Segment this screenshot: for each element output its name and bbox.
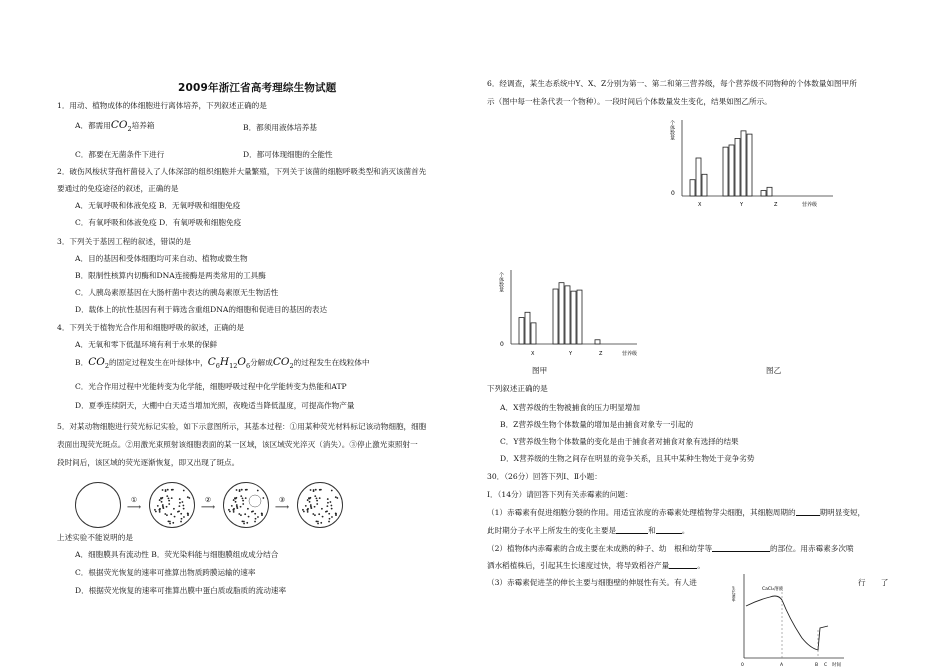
x-axis-label: 营养级 (622, 351, 638, 356)
fluorescent-dot (233, 499, 235, 501)
bar-x-3 (531, 323, 536, 344)
co2-symbol: CO (272, 356, 290, 368)
fluorescent-dot (331, 490, 333, 492)
fluorescent-dot (162, 504, 164, 506)
fluorescent-dot (246, 522, 248, 524)
bar-x-3 (702, 174, 707, 196)
answer-blank[interactable] (616, 525, 648, 534)
origin-label: 0 (671, 190, 675, 197)
co2-symbol: CO (110, 119, 128, 131)
q6-option-b: B．Z营养级生物个体数量的增加是由捕食对象专一引起的 (500, 420, 694, 429)
fluorescent-dot (331, 516, 333, 518)
carbon-symbol: C (207, 356, 216, 368)
fluorescent-dot (238, 513, 240, 515)
fluorescent-dot (330, 505, 332, 507)
q30-sub2b (487, 560, 705, 571)
z-category-label: Z (599, 351, 603, 356)
fluorescent-dot (173, 508, 175, 510)
cell-unlabeled (75, 482, 121, 528)
q30-stem: 30．（26分）回答下列Ⅰ、Ⅱ小题： (487, 472, 602, 481)
y-axis-label: 个体数量 (669, 120, 675, 140)
step-3-label: ③ (278, 496, 286, 504)
fluorescent-dot (241, 489, 243, 491)
fluorescent-dot (242, 497, 244, 499)
fluorescent-dot (162, 489, 164, 491)
growth-curve (746, 596, 828, 650)
graph-yi-caption: 图乙 (766, 366, 782, 375)
fluorescent-dot (310, 489, 312, 491)
hydrogen-subscript: 12 (229, 362, 238, 371)
fluorescent-dot (231, 505, 233, 507)
q5-stem-2: 表面出现荧光斑点。②用激光束照射该细胞表面的某一区域，该区域荧光淬灭（消失）。③停止激光束照射一 (57, 440, 418, 449)
answer-blank[interactable] (656, 525, 682, 534)
fluorescent-dot (257, 490, 259, 492)
growth-tick-0: 0 (741, 663, 744, 668)
fluorescent-dot (174, 516, 176, 518)
q5-option-d: D．根据荧光恢复的速率可推算出膜中蛋白质或脂质的流动速率 (75, 586, 287, 595)
co2-formula (88, 356, 109, 371)
bar-z-1 (595, 340, 600, 344)
bar-y-2 (729, 145, 734, 196)
fluorescent-dot (157, 505, 159, 507)
fluorescent-dot (242, 503, 244, 505)
q30-sub3-post: 行 了 (858, 578, 889, 587)
q3-option-a: A．目的基因和受体细胞均可来自动、植物或微生物 (75, 254, 248, 263)
fluorescent-dot (177, 511, 179, 513)
fluorescent-dot (261, 514, 263, 516)
fluorescent-dot (172, 522, 174, 524)
fluorescent-dot (314, 506, 316, 508)
fluorescent-dot (165, 489, 167, 491)
q5-stem-1: 5．对某动物细胞进行荧光标记实验，如下示意图所示，其基本过程：①用某种荧光材料标记该动物细胞，细胞 (57, 422, 427, 431)
fluorescent-dot (303, 511, 305, 513)
fluorescent-dot (187, 514, 189, 516)
fluorescent-dot (182, 505, 184, 507)
bar-y-4 (741, 131, 746, 196)
fluorescent-dot (235, 501, 237, 503)
q1-option-d: D．都可体现细胞的全能性 (243, 150, 333, 159)
q3-option-d: D．载体上的抗性基因有利于筛选含重组DNA的细胞和促进目的基因的表达 (75, 305, 328, 314)
fluorescent-dot (183, 516, 185, 518)
q6-question: 下列叙述正确的是 (487, 384, 548, 393)
bar-y-3 (735, 138, 740, 196)
fluorescent-dot (166, 495, 168, 497)
fluorescent-dot (164, 513, 166, 515)
fluorescent-dot (236, 489, 238, 491)
fluorescent-dot (254, 513, 256, 515)
fluorescent-dot (240, 506, 242, 508)
growth-tick-a: A (780, 663, 784, 668)
x-axis-label: 营养级 (802, 202, 818, 208)
fluorescent-dot (160, 497, 162, 499)
q6-option-c: C．Y营养级生物个体数量的变化是由于捕食者对捕食对象有选择的结果 (500, 437, 739, 446)
q3-option-b: B．限制性核算内切酶和DNA连接酶是两类常用的工具酶 (75, 271, 266, 280)
growth-y-label: 生长速率 (732, 586, 737, 602)
fluorescent-dot (317, 523, 319, 525)
fluorescent-dot (315, 489, 317, 491)
answer-blank[interactable] (669, 560, 697, 569)
co2-formula (110, 119, 132, 134)
q6-option-d: D．X营养级的生物之间存在明显的竞争关系，且其中某种生物处于竞争劣势 (500, 454, 755, 463)
q5-question: 上述实验不能说明的是 (57, 533, 133, 542)
q4-option-b-mid2: 分解成 (250, 358, 273, 367)
q1-option-a (75, 120, 154, 134)
fluorescent-dot (242, 500, 244, 502)
bar-y-5 (747, 134, 752, 196)
fluorescent-dot (247, 508, 249, 510)
cell-bleached (223, 482, 269, 528)
fluorescent-dot (314, 514, 316, 516)
growth-tick-c: C (824, 663, 828, 668)
fluorescent-dot (312, 513, 314, 515)
fluorescent-dot (159, 499, 161, 501)
arrow-right-icon: ⟶ (274, 502, 290, 513)
q3-stem: 3．下列关于基因工程的叙述，错误的是 (57, 237, 191, 246)
fluorescent-dot (233, 508, 235, 510)
fluorescent-dot (233, 511, 235, 513)
q30-sub1b-mid: 和 (648, 526, 656, 535)
bar-y-1 (553, 289, 558, 344)
fluorescent-dot (335, 514, 337, 516)
fluorescent-dot (257, 516, 259, 518)
q30-sub2-pre: （2）植物体内赤霉素的合成主要在未成熟的种子、幼 根和幼芽等 (487, 544, 713, 553)
fluorescent-dots-recovered (298, 483, 342, 527)
fluorescent-dot (166, 514, 168, 516)
fluorescent-dot (228, 509, 230, 511)
z-category-label: Z (774, 202, 778, 208)
fluorescent-dot (317, 521, 319, 523)
cell-labeled (149, 482, 195, 528)
y-category-label: Y (740, 202, 744, 208)
fluorescent-dot (321, 508, 323, 510)
step-2-label: ② (204, 496, 212, 504)
fluorescent-dot (239, 489, 241, 491)
fluorescent-dot (159, 511, 161, 513)
y-axis-label: 个体数量 (498, 272, 504, 292)
bar-y-5 (577, 290, 582, 344)
q2-stem-2: 要通过的免疫途径的叙述，正确的是 (57, 184, 179, 193)
fluorescence-diagram (75, 482, 355, 530)
fluorescent-dot (313, 489, 315, 491)
q1-stem: 1．用动、植物成体的体细胞进行离体培养，下列叙述正确的是 (57, 101, 267, 110)
q1-option-a-post: 培养箱 (131, 121, 155, 130)
bar-chart-top (668, 112, 843, 212)
fluorescent-dot (316, 497, 318, 499)
growth-rate-figure (732, 570, 852, 670)
q2-options-ab: A．无氧呼吸和体液免疫 B．无氧呼吸和细胞免疫 (75, 201, 241, 210)
y-category-label: Y (569, 351, 573, 356)
bar-y-1 (723, 147, 728, 196)
fluorescent-dot (307, 511, 309, 513)
fluorescent-dot (171, 489, 173, 491)
page-title: 2009年浙江省高考理综生物试题 (178, 82, 337, 94)
fluorescent-dot (309, 501, 311, 503)
fluorescent-dot (329, 518, 331, 520)
bar-y-3 (565, 286, 570, 344)
fluorescent-dot (161, 501, 163, 503)
x-category-label: X (531, 351, 535, 356)
growth-tick-b: B (815, 663, 819, 668)
bar-x-2 (696, 158, 701, 196)
step-1-label: ① (130, 496, 138, 504)
fluorescent-dot (254, 521, 256, 523)
answer-blank[interactable] (712, 543, 770, 552)
q30-sub3: （3）赤霉素促进茎的伸长主要与细胞壁的伸展性有关。有人进 (487, 578, 697, 587)
co2-symbol: CO (88, 356, 105, 368)
fluorescent-dot (262, 497, 264, 499)
fluorescent-dot (331, 508, 333, 510)
bar-x-1 (690, 180, 695, 196)
fluorescent-dot (167, 489, 169, 491)
fluorescent-dot (187, 496, 189, 498)
fluorescent-dot (336, 497, 338, 499)
fluorescent-dot (166, 506, 168, 508)
q4-option-c: C．光合作用过程中光能转变为化学能，细胞呼吸过程中化学能转变为热能和ATP (75, 382, 347, 391)
q4-option-b (75, 357, 370, 371)
q30-sub1 (487, 507, 865, 518)
fluorescent-dot (248, 516, 250, 518)
graph-jia-caption: 图甲 (532, 366, 548, 375)
q2-stem-1: 2．破伤风梭状芽孢杆菌侵入了人体深部的组织细胞并大量繁殖，下列关于该菌的细胞呼吸类型和消灭该菌首先 (57, 167, 427, 176)
q5-options-ab: A．细胞膜具有流动性 B．荧光染料能与细胞膜组成成分结合 (75, 550, 279, 559)
q2-options-cd: C．有氧呼吸和体液免疫 D．有氧呼吸和细胞免疫 (75, 218, 242, 227)
fluorescent-dot (325, 511, 327, 513)
x-category-label: X (698, 202, 702, 208)
fluorescent-dot (162, 506, 164, 508)
fluorescent-dot (229, 511, 231, 513)
q30-part1: Ⅰ．（14分）请回答下列有关赤霉素的问题： (487, 490, 633, 499)
q1-option-a-pre: A．都需用 (75, 121, 111, 130)
fluorescent-dots (150, 483, 194, 527)
fluorescent-dot (328, 521, 330, 523)
fluorescent-dot (330, 501, 332, 503)
fluorescent-dot (316, 503, 318, 505)
fluorescent-dot (169, 521, 171, 523)
growth-x-label: 时间 (832, 663, 841, 668)
fluorescent-dot (178, 505, 180, 507)
fluorescent-dot (240, 495, 242, 497)
q30-sub1b-post: 。 (681, 526, 690, 535)
fluorescent-dot (188, 497, 190, 499)
bar-y-2 (559, 283, 564, 344)
fluorescent-dot (168, 500, 170, 502)
fluorescent-dot (319, 489, 321, 491)
fluorescent-dot (169, 523, 171, 525)
co2-subscript: 2 (104, 362, 109, 371)
fluorescent-dot (319, 497, 321, 499)
fluorescent-dot (335, 496, 337, 498)
fluorescent-dot (168, 503, 170, 505)
bar-z-1 (761, 191, 766, 196)
q5-option-c: C．根据荧光恢复的速率可推算出物质跨膜运输的速率 (75, 568, 256, 577)
q6-stem-2: 示（图中每一柱条代表一个物种）。一段时间后个体数量发生变化，结果如图乙所示。 (487, 97, 772, 106)
oxygen-subscript: 6 (245, 362, 251, 371)
fluorescent-dot (234, 497, 236, 499)
q30-sub2-mid: 的部位。用赤霉素多次喷 (770, 544, 854, 553)
q30-sub1-pre: （1）赤霉素有促进细胞分裂的作用。用适宜浓度的赤霉素处理植物芽尖细胞，其细胞周期的 (487, 508, 796, 517)
bleached-region (249, 495, 261, 507)
co2-formula (272, 356, 294, 371)
cacl2-annotation: CaCl₂溶液 (762, 587, 784, 592)
q4-option-b-post: 的过程发生在线粒体中 (293, 358, 370, 367)
step-arrow-2 (195, 496, 221, 512)
cell-recovered (297, 482, 343, 528)
q6-stem-1: 6．经调查，某生态系统中Y、X、Z分别为第一、第二和第三营养级，每个营养级不同物种的个体数量如图甲所 (487, 79, 857, 88)
fluorescent-dot (328, 513, 330, 515)
fluorescent-dot (316, 500, 318, 502)
fluorescent-dot (314, 495, 316, 497)
fluorescent-dot (320, 522, 322, 524)
bar-x-2 (525, 312, 530, 344)
fluorescent-dot (245, 497, 247, 499)
q4-option-b-pre: B． (75, 358, 89, 367)
fluorescent-dot (180, 521, 182, 523)
fluorescent-dot (305, 505, 307, 507)
fluorescent-dot (310, 506, 312, 508)
fluorescent-dot (307, 499, 309, 501)
fluorescent-dot (155, 511, 157, 513)
q30-sub2 (487, 543, 854, 554)
hydrogen-symbol: H (219, 356, 230, 368)
fluorescent-dot (171, 497, 173, 499)
q4-option-a: A．无氧和零下低温环境有利于水果的保鲜 (75, 340, 218, 349)
fluorescent-dot (236, 506, 238, 508)
fluorescent-dot (170, 513, 172, 515)
fluorescent-dot (318, 513, 320, 515)
fluorescent-dot (244, 513, 246, 515)
fluorescent-dot (154, 509, 156, 511)
bar-x-1 (519, 318, 524, 344)
q1-option-c: C．都要在无菌条件下进行 (75, 150, 165, 159)
oxygen-symbol: O (237, 356, 246, 368)
origin-label: 0 (500, 341, 504, 348)
fluorescent-dot (243, 521, 245, 523)
fluorescent-dot (181, 518, 183, 520)
q6-option-a: A．X营养级的生物被捕食的压力明显增加 (500, 403, 640, 412)
fluorescent-dot (327, 502, 329, 504)
q30-sub2b-post: 。 (697, 561, 705, 570)
q4-stem: 4．下列关于植物光合作用和细胞呼吸的叙述，正确的是 (57, 323, 245, 332)
answer-blank[interactable] (796, 507, 820, 516)
fluorescent-dot (322, 516, 324, 518)
bar-z-2 (767, 187, 772, 196)
fluorescent-dot (183, 508, 185, 510)
q4-option-b-mid1: 的固定过程发生在叶绿体中， (108, 358, 208, 367)
q30-sub1b-pre: 此时期分子水平上所发生的变化主要是 (487, 526, 617, 535)
q1-option-b: B．都须用液体培养基 (243, 123, 317, 132)
bar-chart-bottom (497, 264, 672, 356)
fluorescent-dot (243, 523, 245, 525)
fluorescent-dot (179, 498, 181, 500)
fluorescent-dot (159, 508, 161, 510)
fluorescent-dot (310, 504, 312, 506)
q3-option-c: C．人胰岛素原基因在大肠杆菌中表达的胰岛素原无生物活性 (75, 288, 279, 297)
fluorescent-dot (180, 513, 182, 515)
fluorescent-dot (236, 504, 238, 506)
step-arrow-3 (269, 496, 295, 512)
fluorescent-dot (302, 509, 304, 511)
fluorescent-dot (168, 497, 170, 499)
fluorescent-dot (245, 489, 247, 491)
fluorescent-dot (179, 502, 181, 504)
co2-subscript: 2 (289, 362, 294, 371)
fluorescent-dot (307, 508, 309, 510)
co2-subscript: 2 (127, 125, 132, 134)
glucose-formula (207, 356, 251, 371)
bar-y-4 (571, 291, 576, 344)
fluorescent-dot (251, 511, 253, 513)
fluorescent-dot (326, 505, 328, 507)
q30-sub1-post: 期明显变短， (819, 508, 866, 517)
fluorescent-dot (183, 490, 185, 492)
q30-sub1b (487, 525, 689, 536)
q30-sub2b-pre: 洒水稻植株后，引起其生长速度过快，将导致稻谷产量 (487, 561, 670, 570)
fluorescent-dots-bleached (224, 483, 268, 527)
arrow-right-icon: ⟶ (126, 502, 142, 513)
q4-option-d: D．夏季连续阴天，大棚中白天适当增加光照，夜晚适当降低温度，可提高作物产量 (75, 401, 355, 410)
fluorescent-dot (182, 501, 184, 503)
fluorescent-dot (308, 497, 310, 499)
q5-stem-3: 段时间后，该区域的荧光逐渐恢复，即又出现了斑点。 (57, 458, 240, 467)
fluorescent-dot (240, 514, 242, 516)
step-arrow-1 (121, 496, 147, 512)
arrow-right-icon: ⟶ (200, 502, 216, 513)
fluorescent-dot (327, 498, 329, 500)
fluorescent-dot (255, 518, 257, 520)
carbon-subscript: 6 (215, 362, 220, 371)
